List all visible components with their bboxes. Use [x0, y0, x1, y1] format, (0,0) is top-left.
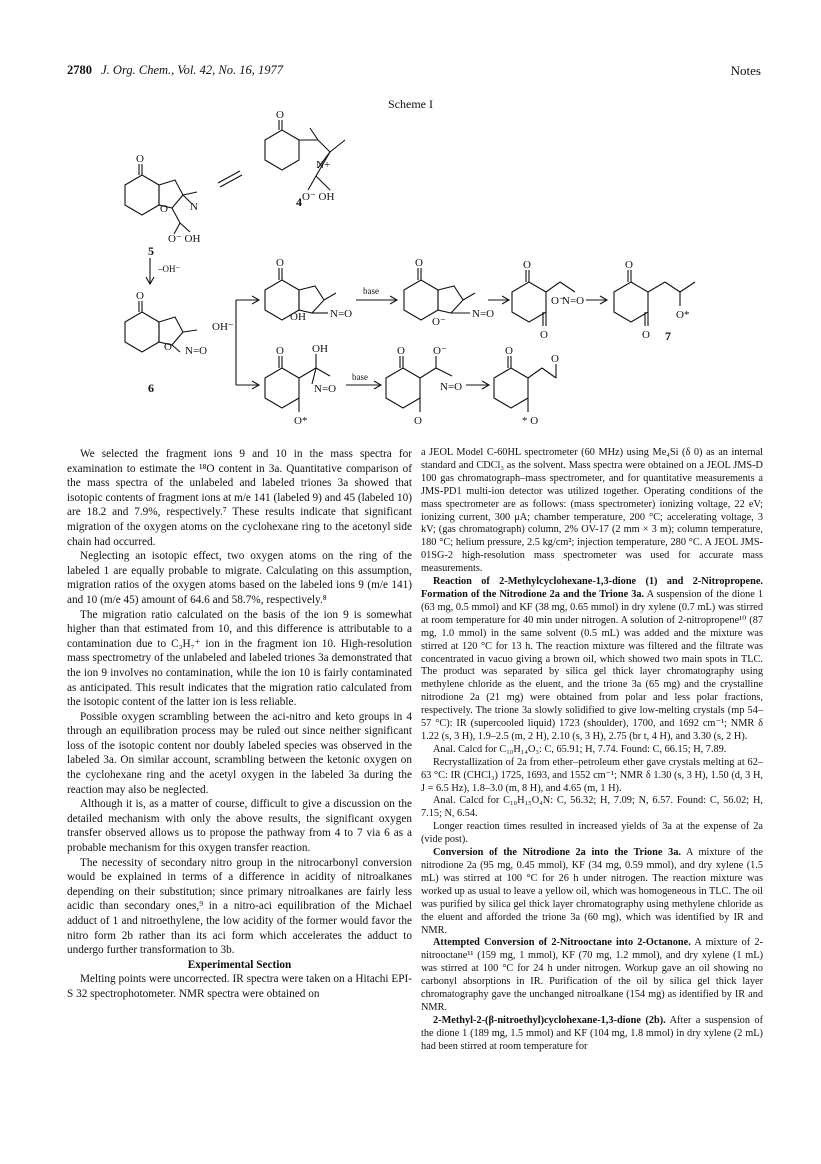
svg-text:O: O [551, 353, 559, 365]
run-in-heading: 2-Methyl-2-(β-nitroethyl)cyclohexane-1,3-dione (2b). [433, 1014, 666, 1026]
paragraph: Anal. Calcd for C₁₀H₁₅O₄N: C, 56.32; H, 7.09; N, 6.57. Found: C, 56.02; H, 7.15; N, 6.54. [421, 795, 763, 820]
svg-text:O: O [136, 153, 144, 165]
paragraph: Longer reaction times resulted in increased yields of 3a at the expense of 2a (vide post). [421, 821, 763, 846]
run-in-heading: Conversion of the Nitrodione 2a into the Trione 3a. [433, 847, 681, 859]
paragraph: Attempted Conversion of 2-Nitrooctane into 2-Octanone. A mixture of 2-nitrooctane¹¹ (159 mg, 1 mmol), KF (70 mg, 1.2 mmol), and dry xylene (1 mL) was stirred at 100 °C for 24 h under nitrogen. Workup gave an oil showing no carbonyl absorptions in IR. Purification of the oil by silica gel thick layer chromatography gave the unchanged nitroalkane (154 mg) as identified by IR and NMR. [421, 937, 763, 1013]
compound-7-label: 7 [665, 329, 671, 343]
svg-text:N=O: N=O [562, 295, 585, 307]
svg-text:N=O: N=O [185, 345, 208, 357]
svg-text:O*: O* [294, 415, 308, 427]
svg-text:N=O: N=O [440, 381, 463, 393]
paragraph: We selected the fragment ions 9 and 10 in the mass spectra for examination to estimate the ¹⁸O content in 3a. Quantitative comparison of the mass spectra of the unlabeled and labeled triones 3a showed that isotopic contents of fragment ions at m/e 141 (labeled 9) and 45 (labeled 10) are 18.2 and 7.9%, respectively.⁷ These results indicate that significant migration of the oxygen atoms on the cyclohexane ring to the acetonyl side chain had occurred. [67, 448, 412, 548]
run-in-heading: Attempted Conversion of 2-Nitrooctane into 2-Octanone. [433, 937, 691, 949]
svg-text:O: O [276, 345, 284, 357]
paragraph: 2-Methyl-2-(β-nitroethyl)cyclohexane-1,3-dione (2b). After a suspension of the dione 1 (189 mg, 1.5 mmol) and KF (104 mg, 1.8 mmol) in dry xylene (2 mL) had been stirred at room temperature for [421, 1014, 763, 1052]
svg-text:N=O: N=O [314, 383, 337, 395]
base-label-2: base [352, 372, 368, 382]
svg-text:O⁻: O⁻ [433, 345, 447, 357]
svg-text:O: O [625, 259, 633, 271]
svg-text:O: O [505, 345, 513, 357]
page-number: 2780 [67, 63, 92, 77]
svg-text:O: O [540, 329, 548, 341]
svg-text:O⁻: O⁻ [432, 316, 446, 328]
scheme-title: Scheme I [388, 97, 433, 111]
base-label-1: base [363, 286, 379, 296]
svg-text:O: O [397, 345, 405, 357]
paragraph: The migration ratio calculated on the basis of the ion 9 is somewhat higher than that estimated from 10, and this difference is attributable to a contamination due to C₃H₇⁺ ion in the fragment ion 10. High-resolution mass spectrometry of the unlabeled and labeled triones 3a demonstrated that the ion 9 involves no contamination, while the ion 10 is fairly contaminated as anticipated. This result indicates that the migration ratio calculated from the isotopic content of the latter ion is less reliable. [67, 608, 412, 709]
svg-text:O: O [415, 257, 423, 269]
scheme-labels [148, 195, 671, 395]
compound-5-label: 5 [148, 244, 154, 258]
svg-text:O: O [164, 341, 172, 353]
paragraph: Recrystallization of 2a from ether–petroleum ether gave crystals melting at 62–63 °C: IR (CHCl₃) 1725, 1693, and 1552 cm⁻¹; NMR δ 1.30 (s, 3 H), 1.50 (d, 3 H, J = 6.5 Hz), 1.8–3.0 (m, 8 H), and 4.65 (m, 1 H). [421, 756, 763, 794]
paragraph: Possible oxygen scrambling between the aci-nitro and keto groups in 4 through an equilibration process may be ruled out since neither significant loss of the isotopic content nor doubly labeled species was observed in the labeled 3a. On similar account, scrambling between the ketonic oxygen on the cyclohexane ring and the acetyl oxygen in the labeled 3a during the reaction may also be neglected. [67, 710, 412, 796]
paragraph: Anal. Calcd for C₁₀H₁₄O₃: C, 65.91; H, 7.74. Found: C, 66.15; H, 7.89. [433, 743, 727, 755]
section-heading: Experimental Section [187, 958, 292, 971]
paragraph: Melting points were uncorrected. IR spectra were taken on a Hitachi EPI-S 32 spectrophotometer. NMR spectra were obtained on [67, 973, 412, 1000]
scheme-structures [125, 120, 695, 412]
svg-text:O⁻ OH: O⁻ OH [168, 233, 201, 245]
svg-text:O⁻: O⁻ [551, 295, 565, 307]
svg-text:O: O [276, 109, 284, 121]
compound-6-label: 6 [148, 381, 154, 395]
svg-text:O*: O* [676, 309, 690, 321]
svg-text:OH: OH [312, 343, 328, 355]
svg-text:OH: OH [290, 311, 306, 323]
svg-text:N=O: N=O [472, 308, 495, 320]
svg-text:O: O [642, 329, 650, 341]
svg-text:N: N [190, 201, 198, 213]
paragraph: Although it is, as a matter of course, difficult to give a discussion on the detailed mechanism with only the above results, the significant oxygen transfer observed allows us to propose the pathway from 4 to 7 via 6 as a probable mechanism for this oxygen transfer reaction. [67, 798, 412, 855]
svg-text:O: O [414, 415, 422, 427]
right-column [421, 447, 763, 1054]
svg-text:O: O [160, 203, 168, 215]
hydroxide-label: OH⁻ [212, 321, 234, 333]
journal-citation: J. Org. Chem., Vol. 42, No. 16, 1977 [101, 63, 283, 77]
svg-text:O⁻ OH: O⁻ OH [302, 191, 335, 203]
paragraph: Reaction of 2-Methylcyclohexane-1,3-dione (1) and 2-Nitropropene. Formation of the Nitrodione 2a and the Trione 3a. A suspension of the dione 1 (63 mg, 0.5 mmol) and KF (38 mg, 0.65 mmol) in dry xylene (0.7 mL) was stirred at room temperature for 40 min under nitrogen. A solution of 2-nitropropene¹⁰ (87 mg, 1.0 mmol) in the same solvent (0.5 mL) was added and the mixture was stirred at 120 °C for 13 h. The reaction mixture was filtered and the filtrate was concentrated in vacuo giving a brown oil, which showed two main spots in TLC. The product was separated by silica gel thick layer chromatography using methylene chloride as the eluent, and the trione 3a (65 mg) and the crystalline nitrodione 2a (21 mg) were obtained from polar and less polar fractions, respectively. The trione 3a slowly solidified to give low-melting crystals (mp 54–57 °C): IR (supercooled liquid) 1723 (shoulder), 1700, and 1692 cm⁻¹; NMR δ 1.22 (s, 3 H), 1.9–2.5 (m, 2 H), 2.10 (s, 3 H), 2.75 (br t, 4 H), and 3.30 (s, 2 H). [421, 576, 763, 742]
svg-text:N+: N+ [316, 159, 331, 171]
left-column [67, 447, 412, 1002]
svg-text:O: O [523, 259, 531, 271]
svg-text:O: O [136, 290, 144, 302]
section-name: Notes [730, 63, 761, 78]
reaction-scheme [0, 0, 821, 440]
compound-4-label: 4 [296, 195, 302, 209]
paragraph: Conversion of the Nitrodione 2a into the Trione 3a. A mixture of the nitrodione 2a (95 mg, 0.45 mmol), KF (34 mg, 0.59 mmol), and dry xylene (1.5 mL) was stirred at 100 °C for 26 h under nitrogen. The reaction mixture was worked up as usual to leave a yellow oil, which was homogeneous in TLC. The oil was purified by silica gel thick layer chromatography using methylene chloride as the eluent and afforded the trione 3a (60 mg), which was identified by IR and NMR. [421, 847, 763, 936]
svg-text:N=O: N=O [330, 308, 353, 320]
paragraph: a JEOL Model C-60HL spectrometer (60 MHz) using Me₄Si (δ 0) as an internal standard and CDCl₃ as the solvent. Mass spectra were obtained on a JEOL JMS-D 100 gas chromatograph–mass spectrometer, and for quantitative measurements a JMS-PD1 multi-ion detector was utilized together. Operating conditions of the mass spectrometer are as follows: (mass spectrometer) ionizing voltage, 22 eV; ionizing current, 300 μA; chamber temperature, 200 °C; accelerating voltage, 3 kV; (gas chromatograph) column, 2% OV-17 (2 mm × 3 m); column temperature, 180 °C; helium pressure, 2.5 kg/cm²; injection temperature, 280 °C. A JEOL JMS-01SG-2 high-resolution mass spectrometer was used for accurate mass measurements. [421, 447, 763, 575]
paragraph: Neglecting an isotopic effect, two oxygen atoms on the ring of the labeled 1 are equally probable to migrate. Calculating on this assumption, migration ratios of the oxygen atoms based on the labeled ions 9 (m/e 141) and 10 (m/e 45) amount of 64.6 and 58.7%, respectively.⁸ [67, 550, 412, 606]
paragraph: The necessity of secondary nitro group in the nitrocarbonyl conversion would be explained in terms of a difference in acidity of nitroalkanes depending on their substitution; since primary nitroalkanes are fairly less acidic than secondary ones,⁹ in a nitro-aci equilibration of the Michael adduct of 1 and nitroethylene, the low acidity of the former would favor the nitro form 2b rather than its aci form which accelerates the adduct to undergo further transformation to 3b. [67, 856, 412, 957]
run-in-heading: Reaction of 2-Methylcyclohexane-1,3-dione (1) and 2-Nitropropene. Formation of the Nitrodione 2a and the Trione 3a. [421, 576, 763, 600]
svg-text:O: O [276, 257, 284, 269]
svg-text:* O: * O [522, 415, 539, 427]
scheme-atom-symbols [136, 109, 689, 427]
hydroxide-arrow-label: –OH⁻ [158, 264, 181, 274]
